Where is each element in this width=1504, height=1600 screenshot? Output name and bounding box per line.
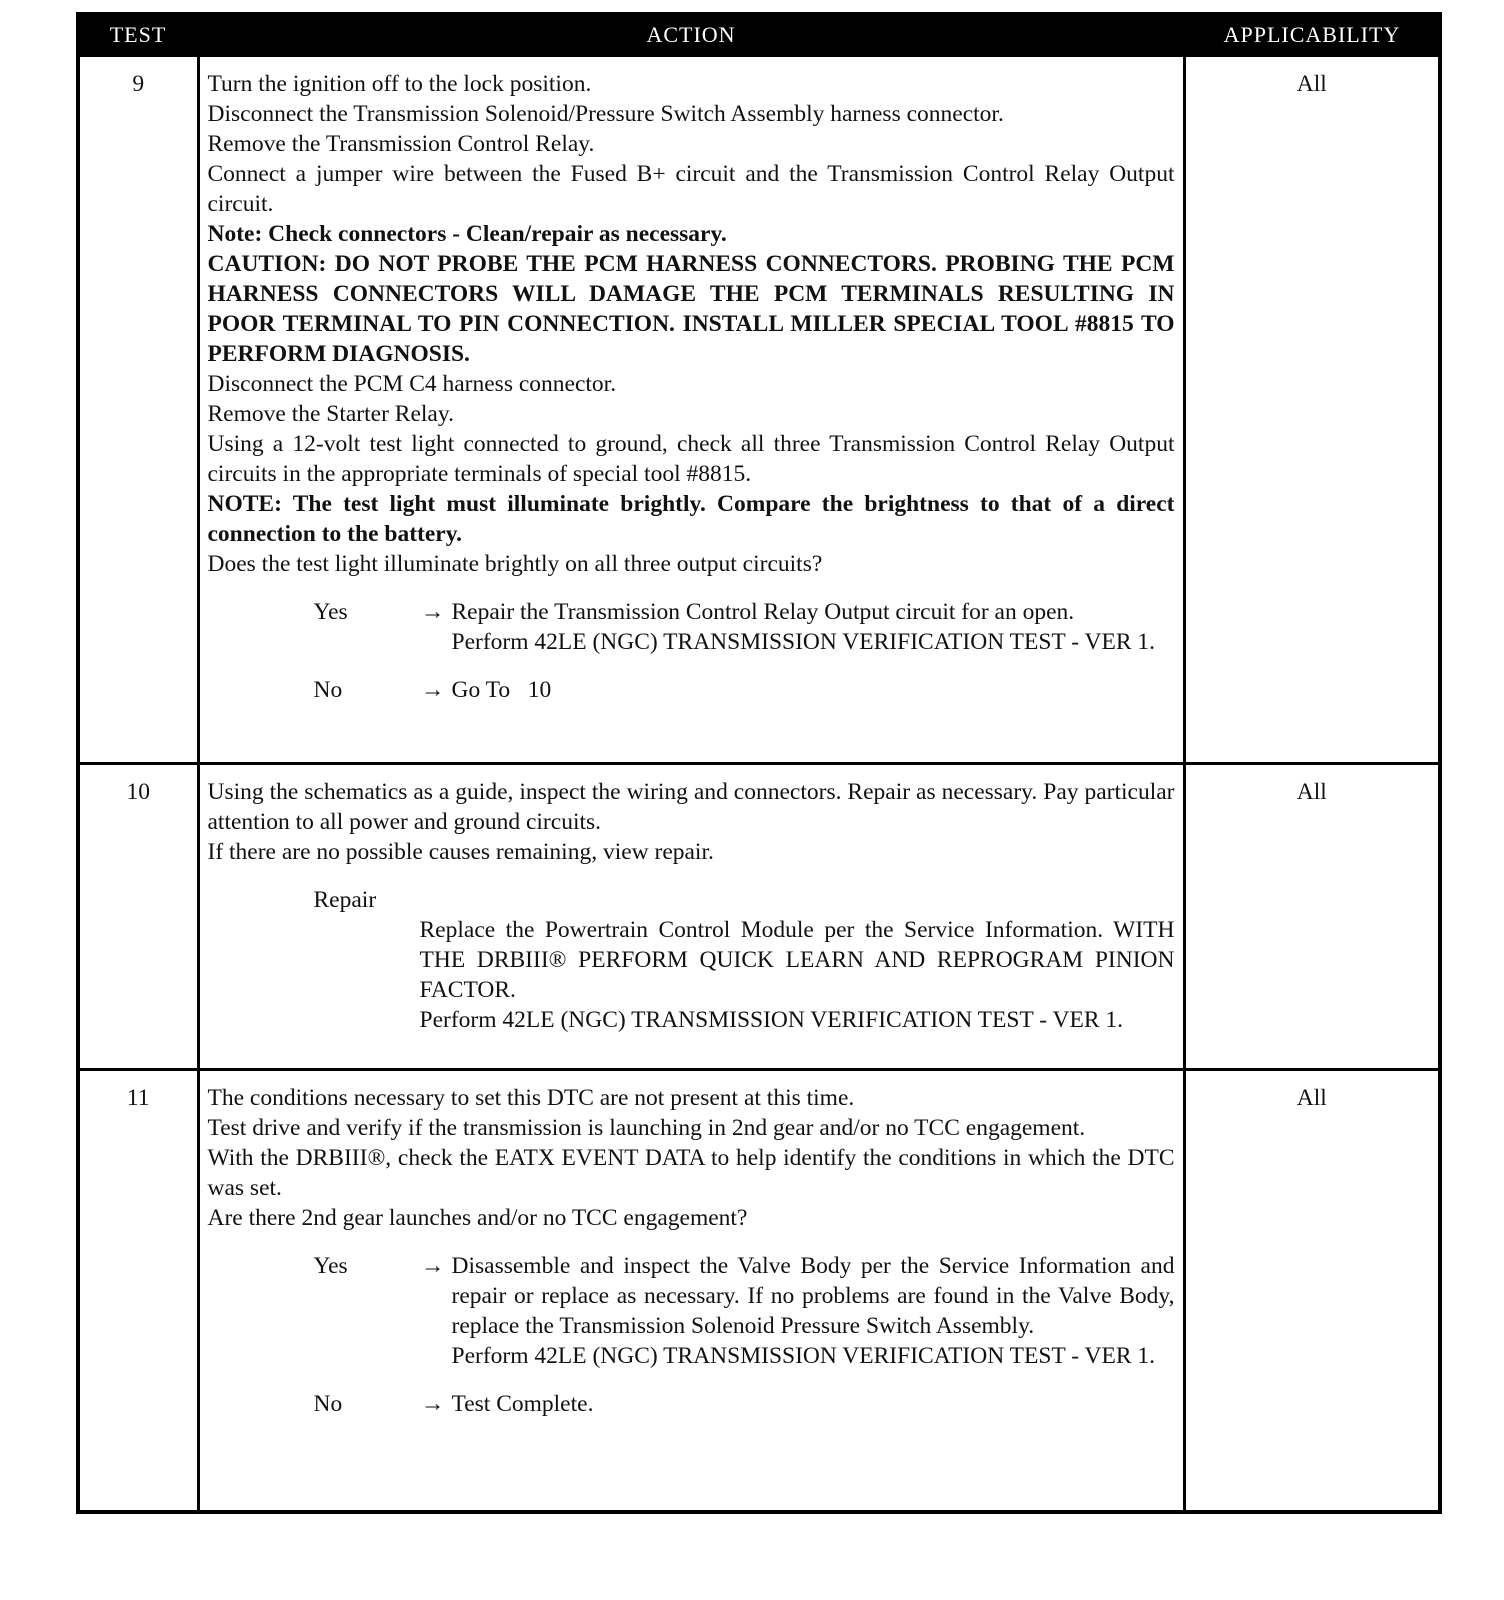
note-line: NOTE: The test light must illuminate brightly. Compare the brightness to that of a direct connection to the battery. xyxy=(207,491,1175,547)
arrow-icon: → xyxy=(420,599,445,625)
no-response xyxy=(208,675,1175,705)
repair-line: Perform 42LE (NGC) TRANSMISSION VERIFICATION TEST - VER 1. xyxy=(419,1007,1123,1033)
table-row xyxy=(78,1070,1440,1512)
action-line: The conditions necessary to set this DTC are not present at this time. xyxy=(207,1085,855,1111)
action-line: Connect a jumper wire between the Fused B+ circuit and the Transmission Control Relay Output circuit. xyxy=(207,161,1175,217)
arrow-icon: → xyxy=(420,1391,445,1417)
table-row xyxy=(78,764,1440,1070)
action-line: Using the schematics as a guide, inspect the wiring and connectors. Repair as necessary. Pay particular attention to all power and ground circuits. xyxy=(207,779,1175,835)
no-text: Test Complete. xyxy=(451,1391,594,1417)
arrow-icon: → xyxy=(420,677,445,703)
action-line: Disconnect the Transmission Solenoid/Pressure Switch Assembly harness connector. xyxy=(207,101,1004,127)
test-number: 10 xyxy=(78,764,198,1070)
question-line: Does the test light illuminate brightly on all three output circuits? xyxy=(207,551,823,577)
yes-response xyxy=(208,597,1175,657)
diagnostic-table xyxy=(76,12,1442,1514)
action-line: Disconnect the PCM C4 harness connector. xyxy=(207,371,617,397)
applicability-cell: All xyxy=(1184,1070,1440,1512)
header-test: TEST xyxy=(78,14,198,56)
question-line: Are there 2nd gear launches and/or no TCC engagement? xyxy=(207,1205,748,1231)
action-line: If there are no possible causes remaining, view repair. xyxy=(207,839,714,865)
action-line: Using a 12-volt test light connected to ground, check all three Transmission Control Relay Output circuits in the appropriate terminals of special tool #8815. xyxy=(207,431,1175,487)
table-row xyxy=(78,56,1440,764)
caution-line: CAUTION: DO NOT PROBE THE PCM HARNESS CONNECTORS. PROBING THE PCM HARNESS CONNECTORS WILL DAMAGE THE PCM TERMINALS RESULTING IN POOR TERMINAL TO PIN CONNECTION. INSTALL MILLER SPECIAL TOOL #8815 TO PERFORM DIAGNOSIS. xyxy=(207,251,1175,367)
yes-text: Perform 42LE (NGC) TRANSMISSION VERIFICATION TEST - VER 1. xyxy=(451,1343,1155,1369)
action-line: Remove the Transmission Control Relay. xyxy=(207,131,595,157)
yes-response xyxy=(208,1251,1175,1371)
repair-line: Replace the Powertrain Control Module per the Service Information. WITH THE DRBIII® PERFORM QUICK LEARN AND REPROGRAM PINION FACTOR. xyxy=(419,917,1175,1003)
repair-label: Repair xyxy=(313,887,377,913)
note-line: Note: Check connectors - Clean/repair as necessary. xyxy=(207,221,727,247)
action-line: Remove the Starter Relay. xyxy=(207,401,454,427)
yes-text: Perform 42LE (NGC) TRANSMISSION VERIFICATION TEST - VER 1. xyxy=(451,629,1155,655)
yes-label: Yes xyxy=(313,599,348,625)
no-label: No xyxy=(313,677,343,703)
yes-text: Repair the Transmission Control Relay Output circuit for an open. xyxy=(451,599,1075,625)
applicability-cell: All xyxy=(1184,764,1440,1070)
action-cell xyxy=(198,1070,1184,1512)
repair-text xyxy=(208,915,1175,1035)
diagnostic-table-page xyxy=(76,12,1438,1514)
action-line: Turn the ignition off to the lock position. xyxy=(207,71,592,97)
action-line: With the DRBIII®, check the EATX EVENT DATA to help identify the conditions in which the DTC was set. xyxy=(207,1145,1175,1201)
no-response xyxy=(208,1389,1175,1419)
action-cell xyxy=(198,764,1184,1070)
arrow-icon: → xyxy=(420,1253,445,1279)
action-cell xyxy=(198,56,1184,764)
action-line: Test drive and verify if the transmission is launching in 2nd gear and/or no TCC engagement. xyxy=(207,1115,1086,1141)
header-applicability: APPLICABILITY xyxy=(1184,14,1440,56)
yes-text: Disassemble and inspect the Valve Body per the Service Information and repair or replace as necessary. If no problems are found in the Valve Body, replace the Transmission Solenoid Pressure Switch Assembly. xyxy=(451,1253,1175,1339)
no-text: Go To 10 xyxy=(451,677,552,703)
test-number: 9 xyxy=(78,56,198,764)
header-action: ACTION xyxy=(198,14,1184,56)
test-number: 11 xyxy=(78,1070,198,1512)
header-row xyxy=(78,14,1440,56)
yes-label: Yes xyxy=(313,1253,348,1279)
applicability-cell: All xyxy=(1184,56,1440,764)
no-label: No xyxy=(313,1391,343,1417)
